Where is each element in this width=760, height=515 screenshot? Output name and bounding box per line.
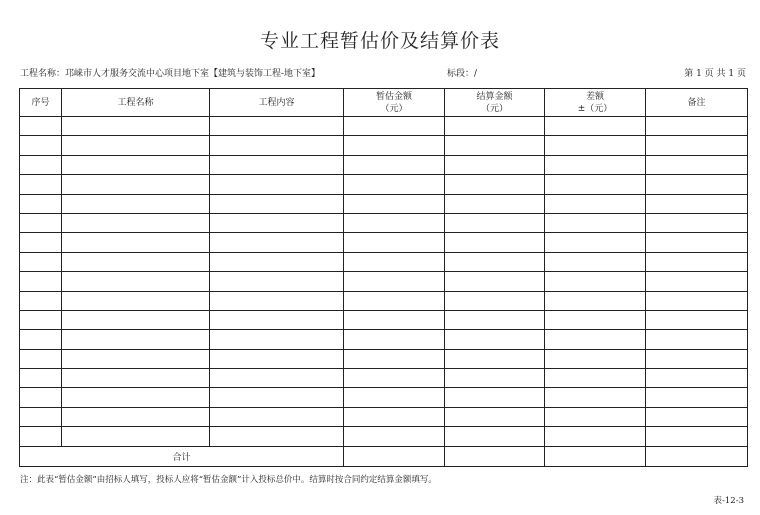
table-cell: [62, 330, 210, 349]
table-cell: [20, 272, 62, 291]
table-cell: [445, 213, 545, 232]
table-cell: [344, 427, 445, 446]
table-cell: [344, 175, 445, 194]
table-cell: [646, 369, 748, 388]
table-cell: [210, 233, 344, 252]
table-cell: [445, 233, 545, 252]
table-cell: [445, 369, 545, 388]
total-cell: [646, 446, 748, 466]
table-cell: [445, 349, 545, 368]
table-row: [20, 407, 748, 426]
footnote: 注：此表“暂估金额”由招标人填写，投标人应将“暂估金额”计入投标总价中。结算时按合同约定结算金额填写。: [20, 475, 437, 485]
table-row: [20, 427, 748, 446]
table-cell: [62, 272, 210, 291]
table-cell: [344, 291, 445, 310]
header-project-name: 工程名称: [62, 89, 210, 117]
table-cell: [20, 117, 62, 136]
table-cell: [210, 407, 344, 426]
table-cell: [210, 272, 344, 291]
table-cell: [445, 175, 545, 194]
table-cell: [545, 349, 646, 368]
table-cell: [210, 117, 344, 136]
table-cell: [344, 407, 445, 426]
table-cell: [20, 175, 62, 194]
table-cell: [545, 407, 646, 426]
table-row: [20, 252, 748, 271]
table-row: [20, 194, 748, 213]
table-cell: [445, 310, 545, 329]
table-cell: [545, 252, 646, 271]
table-header-row: [20, 89, 748, 117]
table-cell: [545, 136, 646, 155]
table-cell: [545, 369, 646, 388]
table-cell: [210, 175, 344, 194]
table-cell: [20, 349, 62, 368]
table-cell: [646, 155, 748, 174]
header-estimated-amount: 暂估金额 （元）: [344, 89, 445, 117]
table-cell: [20, 194, 62, 213]
table-cell: [62, 194, 210, 213]
table-cell: [210, 349, 344, 368]
table-cell: [646, 388, 748, 407]
table-row: [20, 175, 748, 194]
table-row: [20, 388, 748, 407]
table-cell: [445, 117, 545, 136]
table-cell: [646, 136, 748, 155]
table-cell: [210, 427, 344, 446]
table-cell: [646, 407, 748, 426]
table-cell: [210, 388, 344, 407]
table-cell: [445, 252, 545, 271]
table-cell: [62, 213, 210, 232]
table-cell: [62, 349, 210, 368]
form-code: 表-12-3: [713, 496, 744, 506]
table-cell: [20, 213, 62, 232]
table-cell: [545, 117, 646, 136]
header-index: 序号: [20, 89, 62, 117]
page-counter: 第 1 页 共 1 页: [684, 69, 746, 79]
table-cell: [20, 369, 62, 388]
estimate-table: [19, 88, 748, 467]
table-cell: [210, 252, 344, 271]
table-cell: [344, 272, 445, 291]
table-row: [20, 369, 748, 388]
info-row: [20, 66, 746, 80]
table-row: [20, 213, 748, 232]
table-cell: [344, 155, 445, 174]
table-cell: [20, 233, 62, 252]
table-cell: [62, 136, 210, 155]
table-row: [20, 291, 748, 310]
table-cell: [344, 388, 445, 407]
table-cell: [445, 291, 545, 310]
table-cell: [20, 136, 62, 155]
table-cell: [545, 427, 646, 446]
table-row: [20, 136, 748, 155]
table-cell: [545, 310, 646, 329]
table-cell: [646, 349, 748, 368]
table-cell: [344, 194, 445, 213]
table-cell: [62, 407, 210, 426]
table-cell: [344, 233, 445, 252]
table-cell: [210, 330, 344, 349]
table-cell: [646, 194, 748, 213]
table-cell: [344, 310, 445, 329]
table-cell: [210, 310, 344, 329]
header-project-content: 工程内容: [210, 89, 344, 117]
table-cell: [20, 427, 62, 446]
header-settlement-amount: 结算金额 （元）: [445, 89, 545, 117]
section-label: 标段：/: [447, 69, 478, 79]
table-cell: [344, 252, 445, 271]
table-cell: [646, 213, 748, 232]
table-cell: [62, 427, 210, 446]
table-cell: [646, 233, 748, 252]
project-name: 工程名称：邛崃市人才服务交流中心项目地下室【建筑与装饰工程-地下室】: [20, 69, 321, 79]
table-cell: [62, 233, 210, 252]
total-label: 合计: [20, 446, 344, 466]
table-row: [20, 349, 748, 368]
table-row: [20, 233, 748, 252]
table-cell: [62, 117, 210, 136]
table-cell: [646, 117, 748, 136]
header-remarks: 备注: [646, 89, 748, 117]
table-cell: [20, 388, 62, 407]
page-title: 专业工程暂估价及结算价表: [259, 30, 500, 52]
table-cell: [545, 175, 646, 194]
table-cell: [62, 369, 210, 388]
table-row: [20, 330, 748, 349]
table-cell: [210, 194, 344, 213]
table-cell: [445, 330, 545, 349]
table-cell: [545, 330, 646, 349]
table-cell: [545, 233, 646, 252]
table-cell: [20, 155, 62, 174]
total-row: [20, 446, 748, 466]
table-cell: [445, 407, 545, 426]
table-cell: [344, 117, 445, 136]
total-cell: [445, 446, 545, 466]
table-cell: [445, 427, 545, 446]
table-cell: [344, 330, 445, 349]
table-cell: [545, 388, 646, 407]
table-cell: [445, 194, 545, 213]
table-cell: [210, 155, 344, 174]
table-cell: [545, 213, 646, 232]
table-row: [20, 117, 748, 136]
table-cell: [646, 252, 748, 271]
table-body: [20, 117, 748, 447]
table-cell: [62, 388, 210, 407]
table-cell: [210, 213, 344, 232]
table-row: [20, 272, 748, 291]
table-cell: [646, 175, 748, 194]
table-cell: [62, 310, 210, 329]
table-cell: [646, 330, 748, 349]
total-cell: [344, 446, 445, 466]
table-cell: [445, 272, 545, 291]
table-cell: [20, 291, 62, 310]
table-cell: [62, 252, 210, 271]
table-cell: [344, 349, 445, 368]
table-cell: [445, 388, 545, 407]
table-cell: [445, 155, 545, 174]
table-row: [20, 155, 748, 174]
table-cell: [210, 291, 344, 310]
table-cell: [344, 213, 445, 232]
table-cell: [210, 369, 344, 388]
table-cell: [646, 310, 748, 329]
table-row: [20, 310, 748, 329]
table-cell: [20, 252, 62, 271]
table-cell: [344, 136, 445, 155]
table-cell: [646, 427, 748, 446]
table-cell: [62, 291, 210, 310]
header-difference: 差额 ±（元）: [545, 89, 646, 117]
table-cell: [545, 194, 646, 213]
table-cell: [445, 136, 545, 155]
table-cell: [344, 369, 445, 388]
table-cell: [20, 407, 62, 426]
table-cell: [20, 310, 62, 329]
table-cell: [646, 272, 748, 291]
table-cell: [545, 291, 646, 310]
table-cell: [62, 155, 210, 174]
table-cell: [210, 136, 344, 155]
total-cell: [545, 446, 646, 466]
table-cell: [62, 175, 210, 194]
table-cell: [545, 272, 646, 291]
table-cell: [545, 155, 646, 174]
table-cell: [20, 330, 62, 349]
table-cell: [646, 291, 748, 310]
